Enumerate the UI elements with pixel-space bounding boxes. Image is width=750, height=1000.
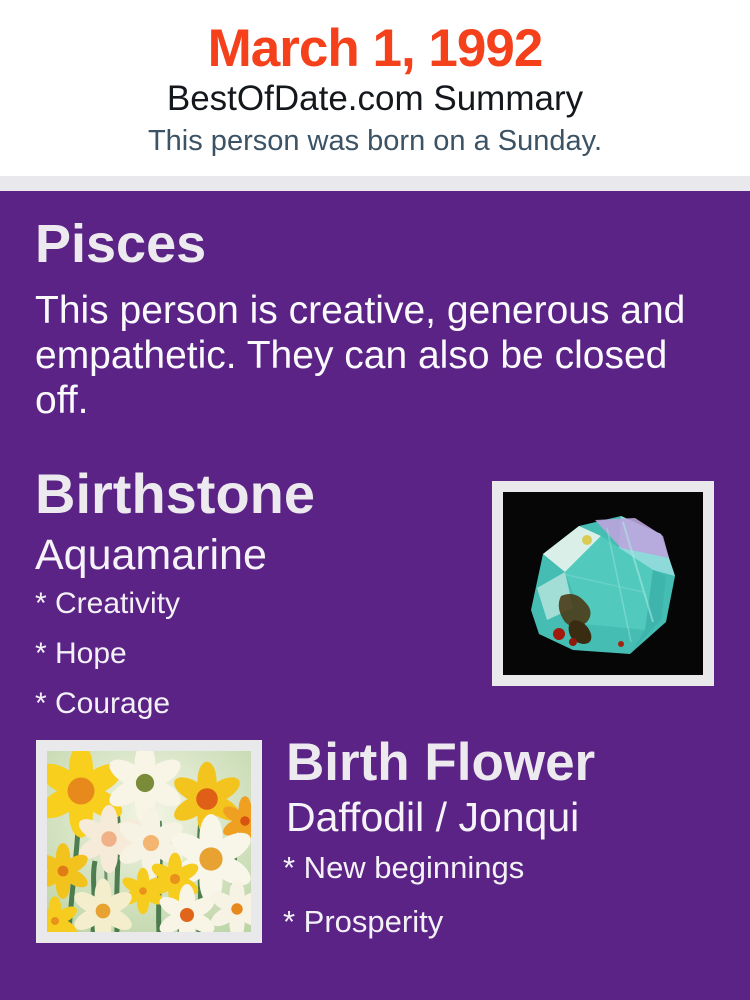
born-day-line: This person was born on a Sunday. (147, 125, 603, 158)
birthstone-image (492, 481, 714, 686)
main-panel (0, 191, 750, 1000)
zodiac-sign-heading: Pisces (35, 214, 207, 274)
divider-strip (0, 176, 750, 191)
zodiac-description: This person is creative, generous and empathetic. They can also be closed off. (35, 289, 686, 422)
page-title-date: March 1, 1992 (207, 19, 543, 78)
birthstone-trait-list (35, 587, 180, 737)
birth-flower-trait: * New beginnings (283, 850, 525, 885)
daffodil-photo-graphic (47, 751, 251, 932)
header (0, 0, 750, 176)
birthstone-heading: Birthstone (35, 462, 315, 525)
birth-flower-trait-list (283, 850, 524, 958)
birthstone-trait: * Hope (35, 637, 127, 670)
birth-flower-trait: * Prosperity (283, 904, 444, 939)
birth-flower-name: Daffodil / Jonqui (286, 794, 580, 840)
birthstone-trait: * Creativity (35, 587, 181, 620)
site-summary-heading: BestOfDate.com Summary (166, 79, 584, 119)
birthstone-trait: * Courage (35, 687, 171, 720)
birthstone-name: Aquamarine (35, 531, 267, 579)
aquamarine-photo-graphic (503, 492, 703, 675)
birth-flower-heading: Birth Flower (286, 733, 596, 792)
birth-flower-image (36, 740, 262, 943)
